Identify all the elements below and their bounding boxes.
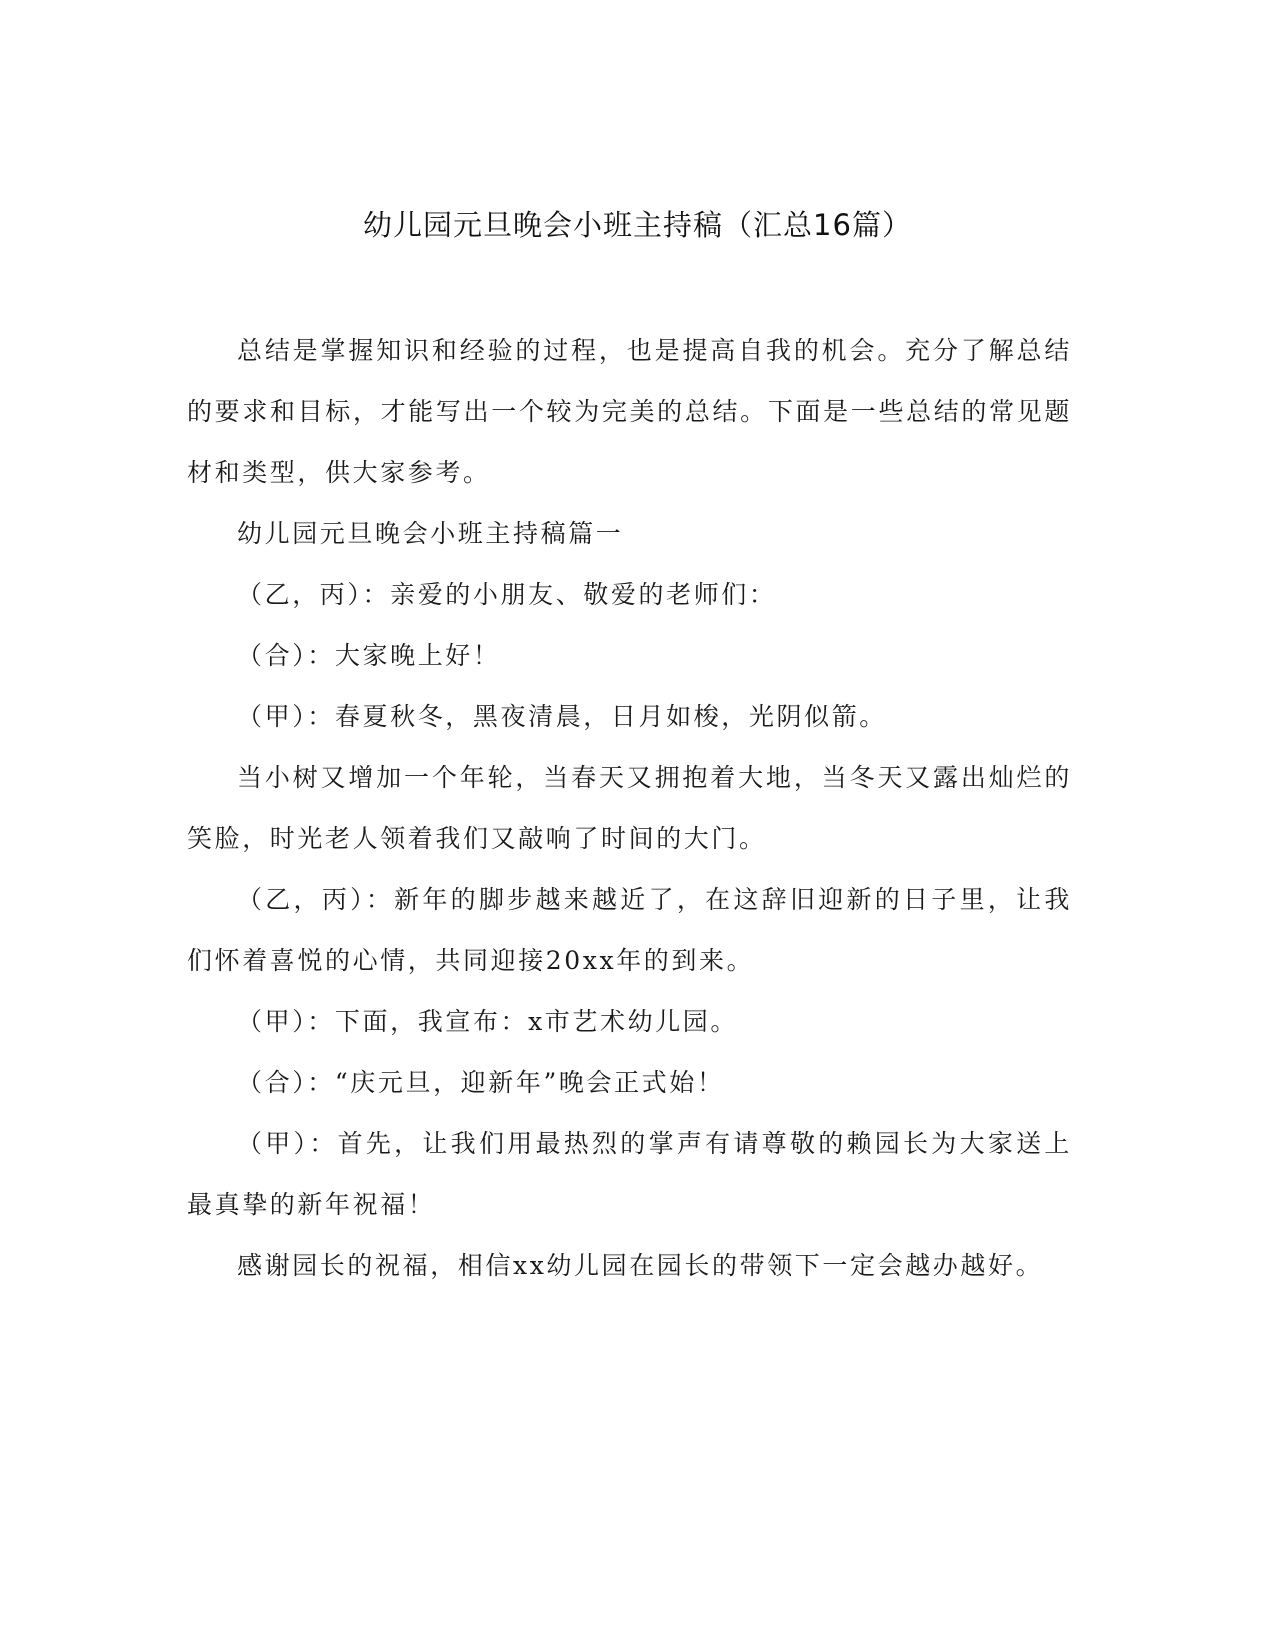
paragraph: 当小树又增加一个年轮，当春天又拥抱着大地，当冬天又露出灿烂的笑脸，时光老人领着我们又敲响了时间的大门。 xyxy=(187,763,1072,853)
paragraph-intro: 总结是掌握知识和经验的过程，也是提高自我的机会。充分了解总结的要求和目标，才能写出一个较为完美的总结。下面是一些总结的常见题材和类型，供大家参考。 xyxy=(187,336,1072,487)
document-body xyxy=(187,320,1072,1296)
section-heading: 幼儿园元旦晚会小班主持稿篇一 xyxy=(237,519,624,548)
paragraph: （甲）：首先，让我们用最热烈的掌声有请尊敬的赖园长为大家送上最真挚的新年祝福！ xyxy=(187,1129,1072,1219)
paragraph: （合）：“庆元旦，迎新年”晚会正式始！ xyxy=(237,1068,725,1097)
paragraph: （合）：大家晚上好！ xyxy=(237,641,501,670)
paragraph: （乙，丙）：亲爱的小朋友、敬爱的老师们： xyxy=(237,580,777,609)
paragraph: （甲）：下面，我宣布：x市艺术幼儿园。 xyxy=(237,1007,739,1036)
document-title: 幼儿园元旦晚会小班主持稿（汇总16篇） xyxy=(363,208,912,242)
paragraph: （乙，丙）：新年的脚步越来越近了，在这辞旧迎新的日子里，让我们怀着喜悦的心情，共同迎接20xx年的到来。 xyxy=(187,885,1072,975)
paragraph: （甲）：春夏秋冬，黑夜清晨，日月如梭，光阴似箭。 xyxy=(237,702,887,731)
paragraph: 感谢园长的祝福，相信xx幼儿园在园长的带领下一定会越办越好。 xyxy=(237,1251,1044,1280)
